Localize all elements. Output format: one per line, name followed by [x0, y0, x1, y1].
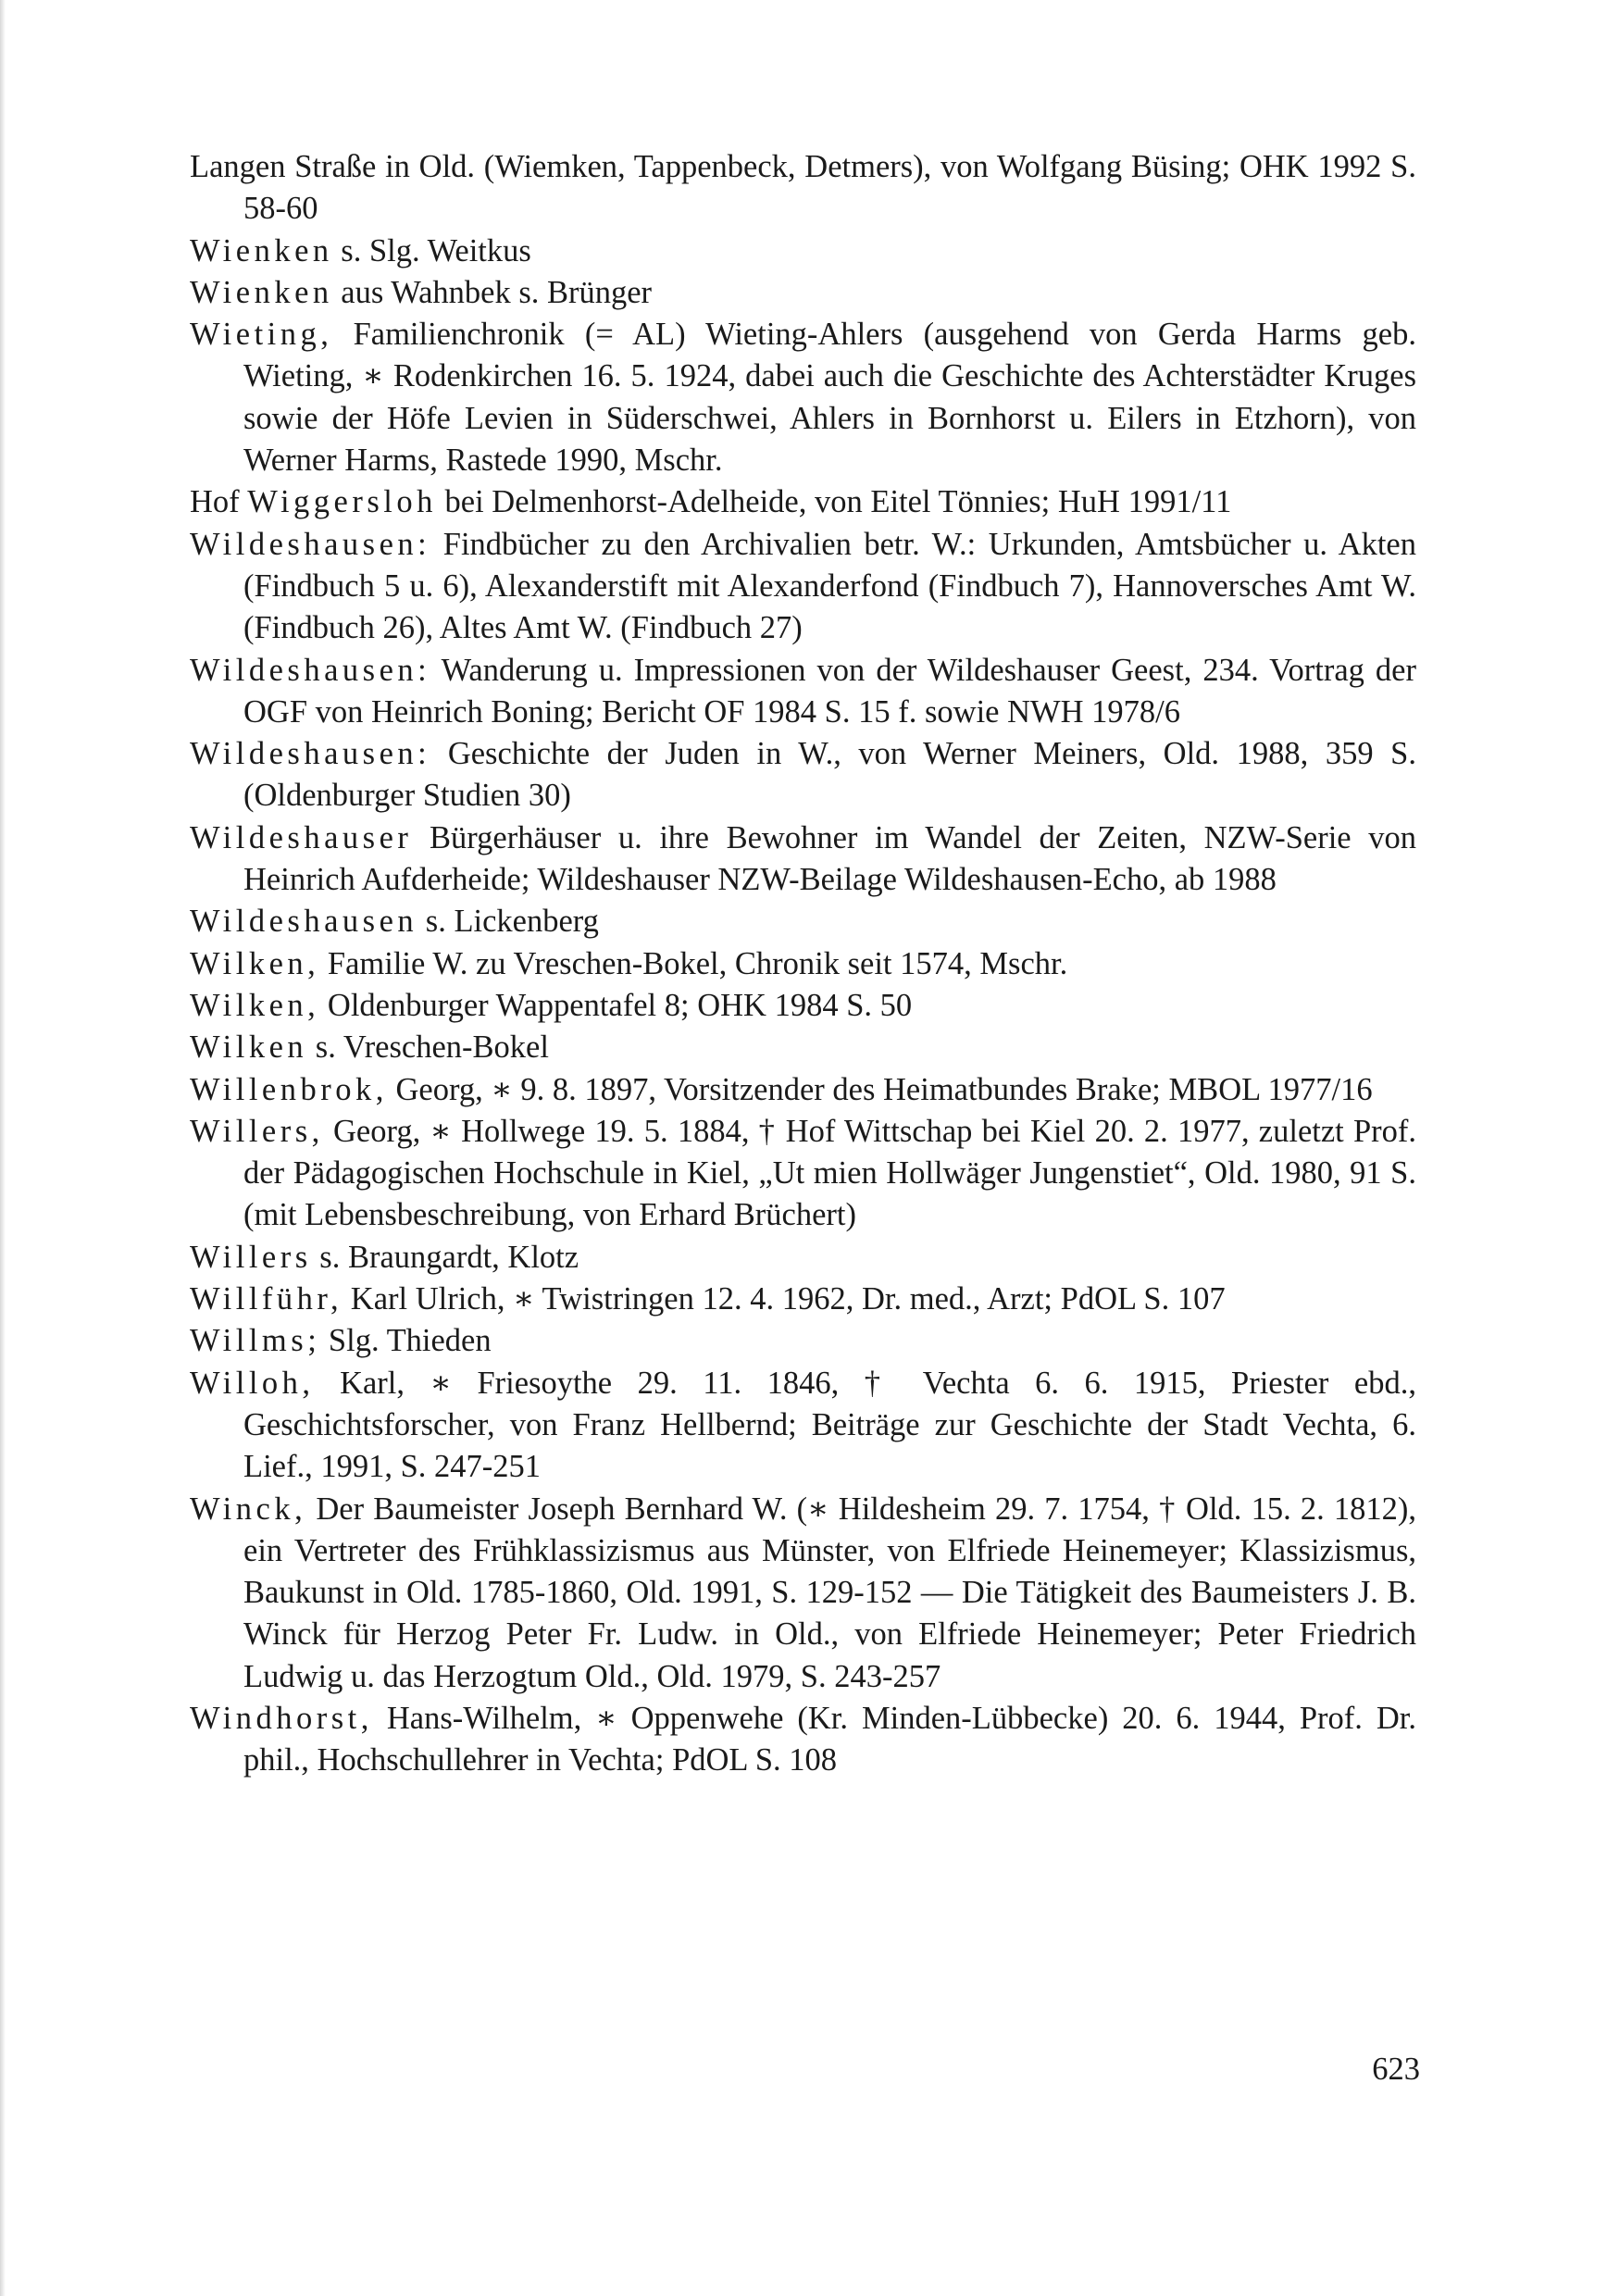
entry-head: Wieting,: [190, 317, 333, 353]
index-entry: [190, 901, 1416, 942]
page-edge-shadow: [0, 0, 6, 2296]
entry-head: Windhorst,: [190, 1700, 373, 1736]
entry-text: Familie W. zu Vreschen-Bokel, Chronik seit 1574, Mschr.: [319, 945, 1068, 981]
entry-head: Wilken,: [190, 945, 320, 981]
index-entry: [190, 1237, 1416, 1279]
index-entry: [190, 481, 1416, 523]
entry-text: s. Vreschen-Bokel: [307, 1029, 549, 1066]
index-entry: [190, 733, 1416, 817]
entry-text: Georg, ∗ Hollwege 19. 5. 1884, † Hof Wittschap bei Kiel 20. 2. 1977, zuletzt Prof. der Pädagogischen Hochschule in Kiel, „Ut mien Hollwäger Jungenstiet“, Old. 1980, 91 S. (mit Lebensbeschreibung, von Erhard Brüchert): [243, 1113, 1416, 1233]
entry-text: Hans-Wilhelm, ∗ Oppenwehe (Kr. Minden-Lübbecke) 20. 6. 1944, Prof. Dr. phil., Hochschullehrer in Vechta; PdOL S. 108: [243, 1700, 1416, 1778]
entry-text: Wanderung u. Impressionen von der Wildeshauser Geest, 234. Vortrag der OGF von Heinrich Boning; Bericht OF 1984 S. 15 f. sowie NWH 1978/6: [243, 652, 1416, 730]
entry-head: Wildeshausen: [190, 904, 418, 940]
index-entry: [190, 985, 1416, 1027]
entry-head: Wildeshauser: [190, 819, 413, 855]
entry-text: s. Lickenberg: [417, 904, 599, 940]
entry-text: Oldenburger Wappentafel 8; OHK 1984 S. 50: [319, 987, 913, 1023]
entry-head: Willführ,: [190, 1281, 343, 1317]
index-entry: [190, 817, 1416, 902]
index-page: [190, 146, 1416, 1782]
page-number: 623: [1372, 2052, 1420, 2087]
entry-text: Georg, ∗ 9. 8. 1897, Vorsitzender des Heimatbundes Brake; MBOL 1977/16: [387, 1071, 1373, 1107]
entry-text: Der Baumeister Joseph Bernhard W. (∗ Hildesheim 29. 7. 1754, † Old. 15. 2. 1812), ein Vertreter des Frühklassizismus aus Münster, von Elfriede Heinemeyer; Klassizismus, Baukunst in Old. 1785-1860, Old. 1991, S. 129-152 — Die Tätigkeit des Baumeisters J. B. Winck für Herzog Peter Fr. Ludw. in Old., von Elfriede Heinemeyer; Peter Friedrich Ludwig u. das Herzogtum Old., Old. 1979, S. 243-257: [243, 1491, 1416, 1694]
entry-text: Karl Ulrich, ∗ Twistringen 12. 4. 1962, Dr. med., Arzt; PdOL S. 107: [343, 1281, 1226, 1317]
entry-head: Willers: [190, 1239, 312, 1275]
entry-text: Familienchronik (= AL) Wieting-Ahlers (ausgehend von Gerda Harms geb. Wieting, ∗ Rodenkirchen 16. 5. 1924, dabei auch die Geschichte des Achterstädter Kruges sowie der Höfe Levien in Süderschwei, Ahlers in Bornhorst u. Eilers in Etzhorn), von Werner Harms, Rastede 1990, Mschr.: [243, 317, 1416, 479]
entry-text: Karl, ∗ Friesoythe 29. 11. 1846, † Vechta 6. 6. 1915, Priester ebd., Geschichtsforscher, von Franz Hellbernd; Beiträge zur Geschichte der Stadt Vechta, 6. Lief., 1991, S. 247-251: [243, 1365, 1416, 1485]
entry-text: s. Slg. Weitkus: [332, 232, 531, 268]
index-entry: [190, 146, 1416, 231]
entry-prefix: Hof: [190, 484, 248, 520]
index-entry: [190, 1698, 1416, 1782]
index-entry: [190, 524, 1416, 650]
index-entry: [190, 1489, 1416, 1698]
entry-head: Wilken,: [190, 987, 320, 1023]
entry-text: Findbücher zu den Archivalien betr. W.: Urkunden, Amtsbücher u. Akten (Findbuch 5 u. 6), Alexanderstift mit Alexanderfond (Findbuch 7), Hannoversches Amt W. (Findbuch 26), Altes Amt W. (Findbuch 27): [243, 526, 1416, 646]
index-entry: [190, 231, 1416, 272]
entry-head: Willers,: [190, 1113, 324, 1149]
entry-text: Bürgerhäuser u. ihre Bewohner im Wandel der Zeiten, NZW-Serie von Heinrich Aufderheide; Wildeshauser NZW-Beilage Wildeshausen-Echo, ab 1988: [243, 819, 1416, 898]
entry-head: Wienken: [190, 232, 333, 268]
entry-head: Wilken: [190, 1029, 308, 1066]
index-entry: [190, 1320, 1416, 1362]
entry-head: Wienken: [190, 274, 333, 310]
entry-head: Wildeshausen:: [190, 736, 431, 772]
entry-head: Wiggersloh: [247, 484, 437, 520]
entry-text: aus Wahnbek s. Brünger: [332, 274, 653, 310]
entry-head: Winck,: [190, 1491, 307, 1527]
entry-text: bei Delmenhorst-Adelheide, von Eitel Tönnies; HuH 1991/11: [436, 484, 1232, 520]
index-entry: [190, 272, 1416, 314]
index-entry: [190, 1027, 1416, 1068]
entry-text: Slg. Thieden: [320, 1323, 492, 1359]
entry-head: Willoh,: [190, 1365, 315, 1401]
entry-head: Willms;: [190, 1323, 321, 1359]
entry-head: Wildeshausen:: [190, 526, 431, 562]
index-entry: [190, 1363, 1416, 1489]
index-entry: [190, 650, 1416, 734]
index-entry: [190, 1279, 1416, 1320]
entry-text: s. Braungardt, Klotz: [311, 1239, 579, 1275]
index-entry: [190, 314, 1416, 481]
entry-head: Willenbrok,: [190, 1071, 388, 1107]
index-entry: [190, 1111, 1416, 1237]
entry-head: Wildeshausen:: [190, 652, 431, 688]
index-entry: [190, 943, 1416, 985]
index-entry: [190, 1069, 1416, 1111]
entry-text: Geschichte der Juden in W., von Werner Meiners, Old. 1988, 359 S. (Oldenburger Studien 30): [243, 736, 1416, 814]
entry-text: Langen Straße in Old. (Wiemken, Tappenbeck, Detmers), von Wolfgang Büsing; OHK 1992 S. 58-60: [190, 149, 1416, 227]
